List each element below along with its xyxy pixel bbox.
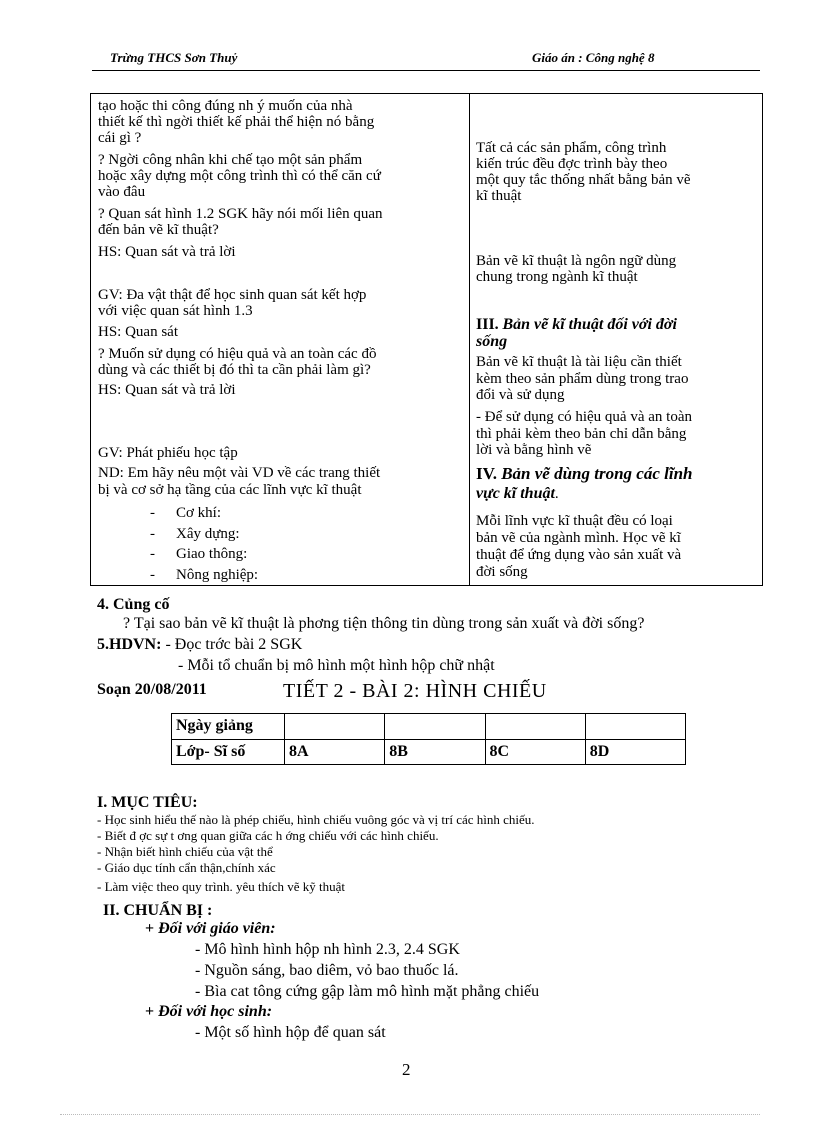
right-line: - Để sử dụng có hiệu quả và an toàn: [476, 409, 692, 425]
section-3-title: Bản vẽ kĩ thuật đối với đời: [502, 316, 677, 333]
teaching-date-cell: [285, 714, 385, 740]
right-line: kèm theo sản phẩm dùng trong trao: [476, 371, 689, 387]
right-line: Tất cả các sản phẩm, công trình: [476, 140, 667, 156]
left-line: HS: Quan sát và trả lời: [98, 382, 236, 398]
right-line: đổi và sử dụng: [476, 387, 565, 403]
bullet-item: Xây dựng:: [176, 526, 240, 542]
objective-item: - Làm việc theo quy trình. yêu thích vẽ kỹ thuật: [97, 879, 346, 894]
left-line: ND: Em hãy nêu một vài VD về các trang thiết: [98, 465, 381, 481]
student-prep-label: Đối với học sinh:: [158, 1003, 273, 1020]
objective-item: - Nhận biết hình chiếu của vật thể: [97, 844, 273, 859]
objective-item: - Giáo dục tính cẩn thận,chính xác: [97, 860, 276, 875]
left-line: vào đâu: [98, 184, 146, 200]
class-cell: 8C: [485, 739, 585, 765]
teacher-prep-item: - Mô hình hình hộp nh hình 2.3, 2.4 SGK: [195, 941, 460, 958]
preparation-title: II. CHUẨN BỊ :: [103, 902, 213, 919]
teaching-date-label: Ngày giảng: [172, 714, 285, 740]
teacher-prep-label-row: [145, 920, 276, 938]
left-line: HS: Quan sát: [98, 324, 178, 340]
objective-item: - Biết đ ợc sự t ơng quan giữa các h ớng chiếu với các hình chiếu.: [97, 828, 439, 843]
bullet-dash: -: [150, 526, 155, 542]
objective-item: - Học sinh hiểu thế nào là phép chiếu, hình chiếu vuông góc và vị trí các hình chiếu.: [97, 812, 535, 827]
teaching-date-cell: [485, 714, 585, 740]
left-line: hoặc xây dựng một công trình thì có thể căn cứ: [98, 168, 381, 184]
class-cell: 8B: [385, 739, 485, 765]
left-line: với việc quan sát hình 1.3: [98, 303, 253, 319]
student-prep-label-row: [145, 1003, 272, 1021]
bullet-dash: -: [150, 546, 155, 562]
right-line: chung trong ngành kĩ thuật: [476, 269, 638, 285]
objectives-title: I. MỤC TIÊU:: [97, 794, 198, 811]
school-name: Trừng THCS Sơn Thuỷ: [110, 50, 238, 65]
left-line: dùng và các thiết bị đó thì ta cần phải làm gì?: [98, 362, 371, 378]
attendance-table: [171, 713, 686, 765]
hdvn-item: - Mỗi tổ chuẩn bị mô hình một hình hộp chữ nhật: [178, 657, 495, 674]
right-line: Mỗi lĩnh vực kĩ thuật đều có loại: [476, 513, 673, 529]
left-line: ? Ngời công nhân khi chế tạo một sản phẩm: [98, 152, 363, 168]
bullet-item: Nông nghiệp:: [176, 567, 259, 583]
right-line: Bản vẽ kĩ thuật là tài liệu cần thiết: [476, 354, 682, 370]
subject-name: Giáo án : Công nghệ 8: [532, 50, 655, 65]
teacher-prep-label: Đối với giáo viên:: [158, 920, 276, 937]
left-line: thiết kế thì ngời thiết kế phải thể hiện nó bằng: [98, 114, 375, 130]
hdvn-item: - Đọc trớc bài 2 SGK: [165, 636, 303, 653]
right-line: bản vẽ của ngành mình. Học vẽ kĩ: [476, 530, 681, 546]
hdvn-line-1: [97, 636, 302, 654]
left-line: GV: Phát phiếu học tập: [98, 445, 238, 461]
left-line: ? Quan sát hình 1.2 SGK hãy nói mối liên quan: [98, 206, 383, 222]
teacher-prep-item: - Bìa cat tông cứng gập làm mô hình mặt phẳng chiếu: [195, 983, 540, 1000]
section-3-number: III.: [476, 316, 499, 333]
class-cell: 8A: [285, 739, 385, 765]
bullet-item: Cơ khí:: [176, 505, 222, 521]
hdvn-label: 5.HDVN:: [97, 636, 162, 653]
soan-date: [97, 681, 207, 699]
left-line: ? Muốn sử dụng có hiệu quả và an toàn các đồ: [98, 346, 377, 362]
teacher-prep-item: - Nguồn sáng, bao diêm, vỏ bao thuốc lá.: [195, 962, 459, 979]
soan-label: Soạn: [97, 681, 131, 698]
left-line: tạo hoặc thi công đúng nh ý muốn của nhà: [98, 98, 353, 114]
page-bottom-border: [60, 1114, 760, 1115]
right-line: Bản vẽ kĩ thuật là ngôn ngữ dùng: [476, 253, 677, 269]
soan-value: 20/08/2011: [134, 681, 207, 698]
section-4-title-cont-row: [476, 487, 559, 501]
cungco-title: 4. Củng cố: [97, 596, 170, 613]
right-line: lời và bằng hình vẽ: [476, 442, 592, 458]
right-line: một quy tắc thống nhất bằng bản vẽ: [476, 172, 691, 188]
bullet-dash: -: [150, 567, 155, 583]
left-line: đến bản vẽ kĩ thuật?: [98, 222, 219, 238]
plus-mark: +: [145, 1003, 155, 1020]
cungco-question: ? Tại sao bản vẽ kĩ thuật là phơng tiện thông tin dùng trong sản xuất và đời sống?: [123, 615, 645, 632]
section-4-title: Bản vẽ dùng trong các lĩnh: [501, 464, 693, 483]
right-line: thì phải kèm theo bản chỉ dẫn bằng: [476, 426, 687, 442]
class-cell: 8D: [585, 739, 685, 765]
section-3-heading: [476, 318, 753, 332]
left-line: cái gì ?: [98, 130, 142, 146]
class-size-label: Lớp- Sĩ số: [172, 739, 285, 765]
section-4-title-cont: vực kĩ thuật: [476, 485, 555, 502]
right-line: kiến trúc đều đợc trình bày theo: [476, 156, 668, 172]
right-line: kĩ thuật: [476, 188, 522, 204]
header-divider: [92, 70, 760, 71]
section-4-heading: [476, 465, 693, 482]
section-3-title-cont: sống: [476, 333, 508, 350]
lesson-title: TIẾT 2 - BÀI 2: HÌNH CHIẾU: [283, 680, 547, 702]
bullet-item: Giao thông:: [176, 546, 248, 562]
section-4-number: IV.: [476, 464, 497, 483]
left-line: GV: Đa vật thật để học sinh quan sát kết hợp: [98, 287, 367, 303]
bullet-dash: -: [150, 505, 155, 521]
right-line: thuật để ứng dụng vào sản xuất và: [476, 547, 682, 563]
right-line: đời sống: [476, 564, 528, 580]
left-line: bị và cơ sở hạ tầng của các lĩnh vực kĩ thuật: [98, 482, 362, 498]
teaching-date-cell: [585, 714, 685, 740]
page-number: 2: [402, 1060, 411, 1079]
plus-mark: +: [145, 920, 155, 937]
section-4-dot: .: [554, 486, 559, 502]
teaching-date-cell: [385, 714, 485, 740]
student-prep-item: - Một số hình hộp để quan sát: [195, 1024, 386, 1041]
left-line: HS: Quan sát và trả lời: [98, 244, 236, 260]
